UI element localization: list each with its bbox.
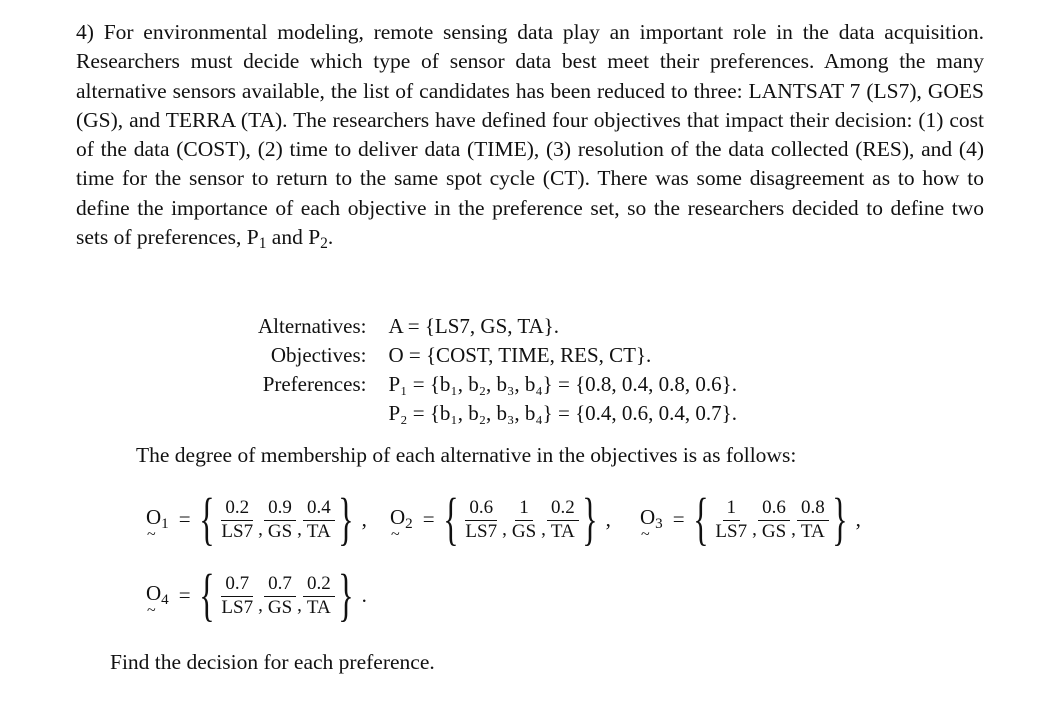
objectives-label: Objectives: — [270, 343, 367, 367]
set-subscript: 3 — [655, 515, 663, 532]
trailing-punct: , — [361, 506, 367, 531]
trailing-punct: , — [855, 506, 861, 531]
open-brace: { — [198, 562, 215, 627]
open-brace: { — [442, 486, 459, 551]
fractions — [710, 496, 829, 543]
tilde-mark: ~ — [641, 525, 650, 543]
alternative-name: LS7 — [715, 520, 748, 542]
equals-sign: = — [178, 582, 191, 607]
set-letter: O — [146, 505, 162, 530]
alternatives-label: Alternatives: — [258, 314, 367, 338]
comma: , — [258, 594, 263, 616]
tilde-mark: ~ — [147, 525, 156, 543]
objectives-value: O = {COST, TIME, RES, CT}. — [388, 343, 652, 367]
fuzzy-set-4 — [146, 562, 367, 627]
membership-fraction — [303, 496, 335, 543]
membership-value: 1 — [723, 496, 741, 521]
problem-text: For environmental modeling, remote sensing data play an important role in the data acquisition. Researchers must decide which type of sensor data best meet their preferences. Among the many alternative sensors available, the list of candidates has been reduced to three: LANTSAT 7 (LS7), GOES (GS), and TERRA (TA). The researchers have defined four objectives that impact their decision: (1) cost of the data (COST), (2) time to deliver data (TIME), (3) resolution of the data collected (RES), and (4) time for the sensor to return to the same spot cycle (CT). There was some disagreement as to how to define the importance of each objective in the preference set, so the researchers decided to define two sets of preferences, P — [76, 20, 984, 250]
fractions — [460, 496, 579, 543]
fuzzy-set-name — [640, 505, 663, 543]
membership-fraction — [461, 496, 501, 543]
set-subscript: 4 — [161, 591, 169, 608]
alternative-name: GS — [267, 520, 293, 542]
comma: , — [791, 518, 796, 540]
set-subscript: 2 — [405, 515, 413, 532]
membership-fraction — [264, 496, 296, 543]
alternative-name: TA — [306, 520, 331, 542]
set-letter: O — [146, 581, 162, 606]
comma: , — [752, 518, 757, 540]
alternative-name: GS — [761, 520, 787, 542]
problem-number: 4) — [76, 20, 94, 44]
fuzzy-set-name — [390, 505, 413, 543]
alternative-name: TA — [800, 520, 825, 542]
membership-value: 0.6 — [758, 496, 790, 521]
alternative-name: GS — [511, 520, 537, 542]
open-brace: { — [198, 486, 215, 551]
alternative-name: TA — [550, 520, 575, 542]
membership-value: 0.2 — [547, 496, 579, 521]
tilde-mark: ~ — [147, 601, 156, 619]
alternative-name: LS7 — [221, 520, 254, 542]
set-subscript: 1 — [161, 515, 169, 532]
and-text: and P — [266, 225, 321, 250]
comma: , — [502, 518, 507, 540]
membership-fraction — [711, 496, 751, 543]
p2-value: P₂ = {b₁, b₂, b₃, b₄} = {0.4, 0.6, 0.4, 0.7}. — [388, 401, 738, 425]
problem-end: . — [327, 225, 334, 250]
membership-value: 0.2 — [221, 496, 253, 521]
alternatives-value: A = {LS7, GS, TA}. — [388, 314, 560, 338]
set-letter: O — [390, 505, 406, 530]
membership-fraction — [547, 496, 579, 543]
closing-instruction: Find the decision for each preference. — [110, 650, 435, 674]
p1-subscript: 1 — [258, 234, 267, 252]
membership-value: 0.9 — [264, 496, 296, 521]
membership-value: 0.7 — [221, 572, 253, 597]
comma: , — [297, 518, 302, 540]
trailing-punct: , — [605, 506, 611, 531]
alternative-name: TA — [306, 596, 331, 618]
comma: , — [297, 594, 302, 616]
trailing-punct: . — [361, 582, 367, 607]
set-letter: O — [640, 505, 656, 530]
fractions — [216, 572, 335, 619]
empty-label — [258, 399, 388, 428]
close-brace: } — [337, 486, 354, 551]
membership-value: 0.7 — [264, 572, 296, 597]
p1-value: P₁ = {b₁, b₂, b₃, b₄} = {0.8, 0.4, 0.8, 0.6}. — [388, 372, 738, 396]
membership-intro: The degree of membership of each alternative in the objectives is as follows: — [136, 443, 797, 467]
fuzzy-set-2 — [390, 486, 611, 551]
fuzzy-set-1 — [146, 486, 367, 551]
p2-subscript: 2 — [320, 234, 328, 252]
alternative-name: LS7 — [465, 520, 498, 542]
close-brace: } — [831, 486, 848, 551]
equals-sign: = — [672, 506, 685, 531]
fractions — [216, 496, 335, 543]
alternative-name: LS7 — [221, 596, 254, 618]
membership-fraction — [797, 496, 829, 543]
close-brace: } — [337, 562, 354, 627]
definitions-table — [258, 312, 737, 428]
membership-value: 0.2 — [303, 572, 335, 597]
equals-sign: = — [178, 506, 191, 531]
membership-fraction — [264, 572, 296, 619]
membership-fraction — [217, 572, 257, 619]
membership-fraction — [758, 496, 790, 543]
fuzzy-set-name — [146, 581, 169, 619]
membership-fraction — [217, 496, 257, 543]
tilde-mark: ~ — [391, 525, 400, 543]
close-brace: } — [581, 486, 598, 551]
open-brace: { — [692, 486, 709, 551]
membership-value: 0.4 — [303, 496, 335, 521]
membership-fraction — [508, 496, 540, 543]
problem-paragraph — [76, 18, 984, 258]
fuzzy-set-name — [146, 505, 169, 543]
equals-sign: = — [422, 506, 435, 531]
membership-value: 1 — [515, 496, 533, 521]
membership-value: 0.6 — [465, 496, 497, 521]
membership-fraction — [303, 572, 335, 619]
membership-value: 0.8 — [797, 496, 829, 521]
fuzzy-set-3 — [640, 486, 861, 551]
comma: , — [258, 518, 263, 540]
preferences-label: Preferences: — [262, 372, 367, 396]
comma: , — [541, 518, 546, 540]
alternative-name: GS — [267, 596, 293, 618]
